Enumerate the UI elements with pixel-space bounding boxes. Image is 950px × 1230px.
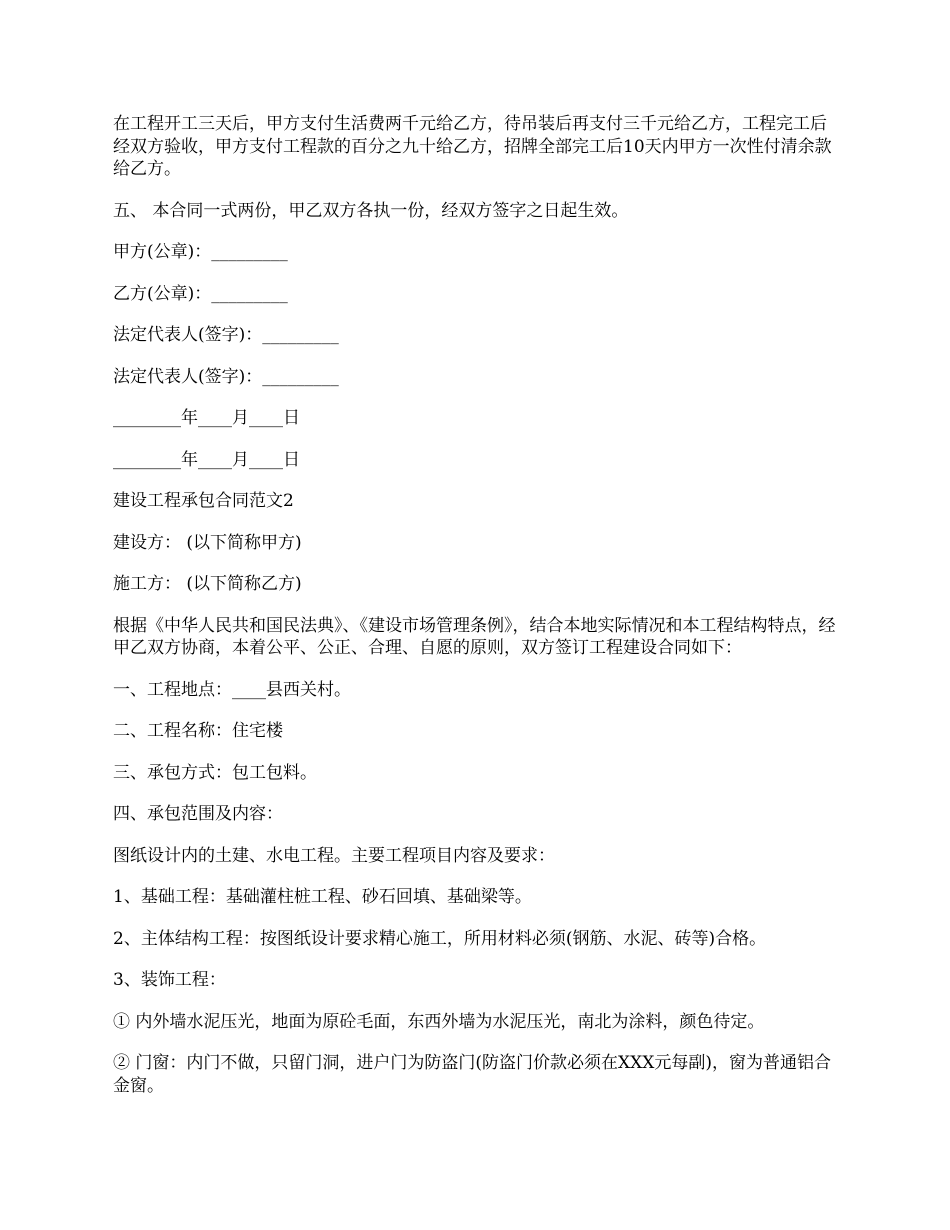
- clause-five: 五、 本合同一式两份，甲乙双方各执一份，经双方签字之日起生效。: [113, 200, 629, 221]
- item-decoration-heading: 3、装饰工程：: [113, 970, 226, 990]
- legal-representative-signature-line-b: 法定代表人(签字)：_________: [113, 366, 339, 387]
- section-title: 建设工程承包合同范文2: [113, 491, 294, 511]
- payment-terms-paragraph: 在工程开工三天后，甲方支付生活费两千元给乙方，待吊装后再支付三千元给乙方，工程完工后经双方验收，甲方支付工程款的百分之九十给乙方，招牌全部完工后10天内甲方一次性付清余款给乙方。: [113, 114, 832, 179]
- item-doors-windows: ② 门窗：内门不做，只留门洞，进户门为防盗门(防盗门价款必须在XXX元每副)，窗为普通铝合金窗。: [113, 1053, 831, 1096]
- scope-description: 图纸设计内的土建、水电工程。主要工程项目内容及要求：: [113, 845, 555, 866]
- builder-party-line: 建设方： (以下简称甲方): [113, 532, 302, 553]
- item-foundation: 1、基础工程：基础灌柱桩工程、砂石回填、基础梁等。: [113, 887, 532, 907]
- date-line-a: ________年____月____日: [113, 408, 300, 428]
- clause-scope-heading: 四、承包范围及内容：: [113, 804, 283, 824]
- contractor-party-line: 施工方： (以下简称乙方): [113, 574, 302, 594]
- party-b-seal-line: 乙方(公章)：_________: [113, 283, 288, 304]
- item-walls-floors: ① 内外墙水泥压光，地面为原砼毛面，东西外墙为水泥压光，南北为涂料，颜色待定。: [113, 1011, 765, 1032]
- date-line-b: ________年____月____日: [113, 449, 300, 470]
- document-body: [113, 113, 841, 1097]
- clause-project-name: 二、工程名称：住宅楼: [113, 721, 283, 741]
- clause-location: 一、工程地点：____县西关村。: [113, 679, 351, 700]
- clause-contract-method: 三、承包方式：包工包料。: [113, 762, 317, 783]
- item-main-structure: 2、主体结构工程：按图纸设计要求精心施工，所用材料必须(钢筋、水泥、砖等)合格。: [113, 928, 767, 949]
- legal-representative-signature-line-a: 法定代表人(签字)：_________: [113, 325, 339, 345]
- party-a-seal-line: 甲方(公章)：_________: [113, 242, 288, 262]
- preamble-paragraph: 根据《中华人民共和国民法典》、《建设市场管理条例》，结合本地实际情况和本工程结构特点，经甲乙双方协商，本着公平、公正、合理、自愿的原则，双方签订工程建设合同如下：: [113, 615, 836, 658]
